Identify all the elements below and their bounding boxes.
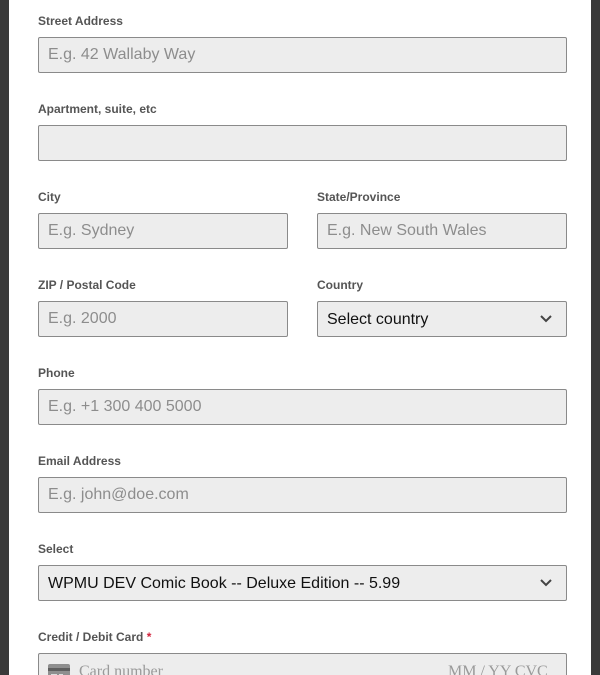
state-label: State/Province bbox=[317, 190, 401, 204]
product-select-field bbox=[38, 542, 567, 602]
card-expiry-cvc-placeholder[interactable]: MM / YY CVC bbox=[448, 663, 548, 675]
form-panel bbox=[9, 0, 591, 675]
zip-field bbox=[38, 278, 288, 338]
state-input[interactable] bbox=[318, 214, 566, 248]
zip-box bbox=[38, 301, 288, 337]
required-mark: * bbox=[146, 630, 152, 644]
email-label: Email Address bbox=[38, 454, 121, 468]
city-input[interactable] bbox=[39, 214, 287, 248]
product-select[interactable] bbox=[38, 565, 567, 601]
email-field bbox=[38, 454, 567, 514]
phone-label: Phone bbox=[38, 366, 75, 380]
country-select[interactable] bbox=[317, 301, 567, 337]
credit-card-icon bbox=[48, 664, 70, 675]
street-address-box bbox=[38, 37, 567, 73]
country-label: Country bbox=[317, 278, 363, 292]
card-input[interactable] bbox=[38, 653, 567, 675]
zip-label: ZIP / Postal Code bbox=[38, 278, 136, 292]
zip-input[interactable] bbox=[39, 302, 287, 336]
city-label: City bbox=[38, 190, 61, 204]
street-address-field bbox=[38, 14, 567, 74]
country-select-value: Select country bbox=[327, 311, 429, 328]
phone-input[interactable] bbox=[39, 390, 566, 424]
card-label-text: Credit / Debit Card bbox=[38, 630, 144, 644]
street-address-input[interactable] bbox=[39, 38, 566, 72]
street-address-label: Street Address bbox=[38, 14, 123, 28]
chevron-down-icon bbox=[540, 579, 552, 587]
email-box bbox=[38, 477, 567, 513]
apartment-label: Apartment, suite, etc bbox=[38, 102, 157, 116]
city-field bbox=[38, 190, 288, 250]
card-number-placeholder[interactable]: Card number bbox=[79, 663, 163, 675]
state-field bbox=[317, 190, 567, 250]
apartment-field bbox=[38, 102, 567, 162]
state-box bbox=[317, 213, 567, 249]
apartment-input[interactable] bbox=[39, 126, 566, 160]
product-select-label: Select bbox=[38, 542, 74, 556]
phone-box bbox=[38, 389, 567, 425]
country-field bbox=[317, 278, 567, 338]
apartment-box bbox=[38, 125, 567, 161]
city-box bbox=[38, 213, 288, 249]
chevron-down-icon bbox=[540, 315, 552, 323]
card-field bbox=[38, 630, 567, 675]
phone-field bbox=[38, 366, 567, 426]
card-label bbox=[38, 630, 151, 644]
email-input[interactable] bbox=[39, 478, 566, 512]
product-select-value: WPMU DEV Comic Book -- Deluxe Edition -- 5.99 bbox=[48, 575, 401, 592]
